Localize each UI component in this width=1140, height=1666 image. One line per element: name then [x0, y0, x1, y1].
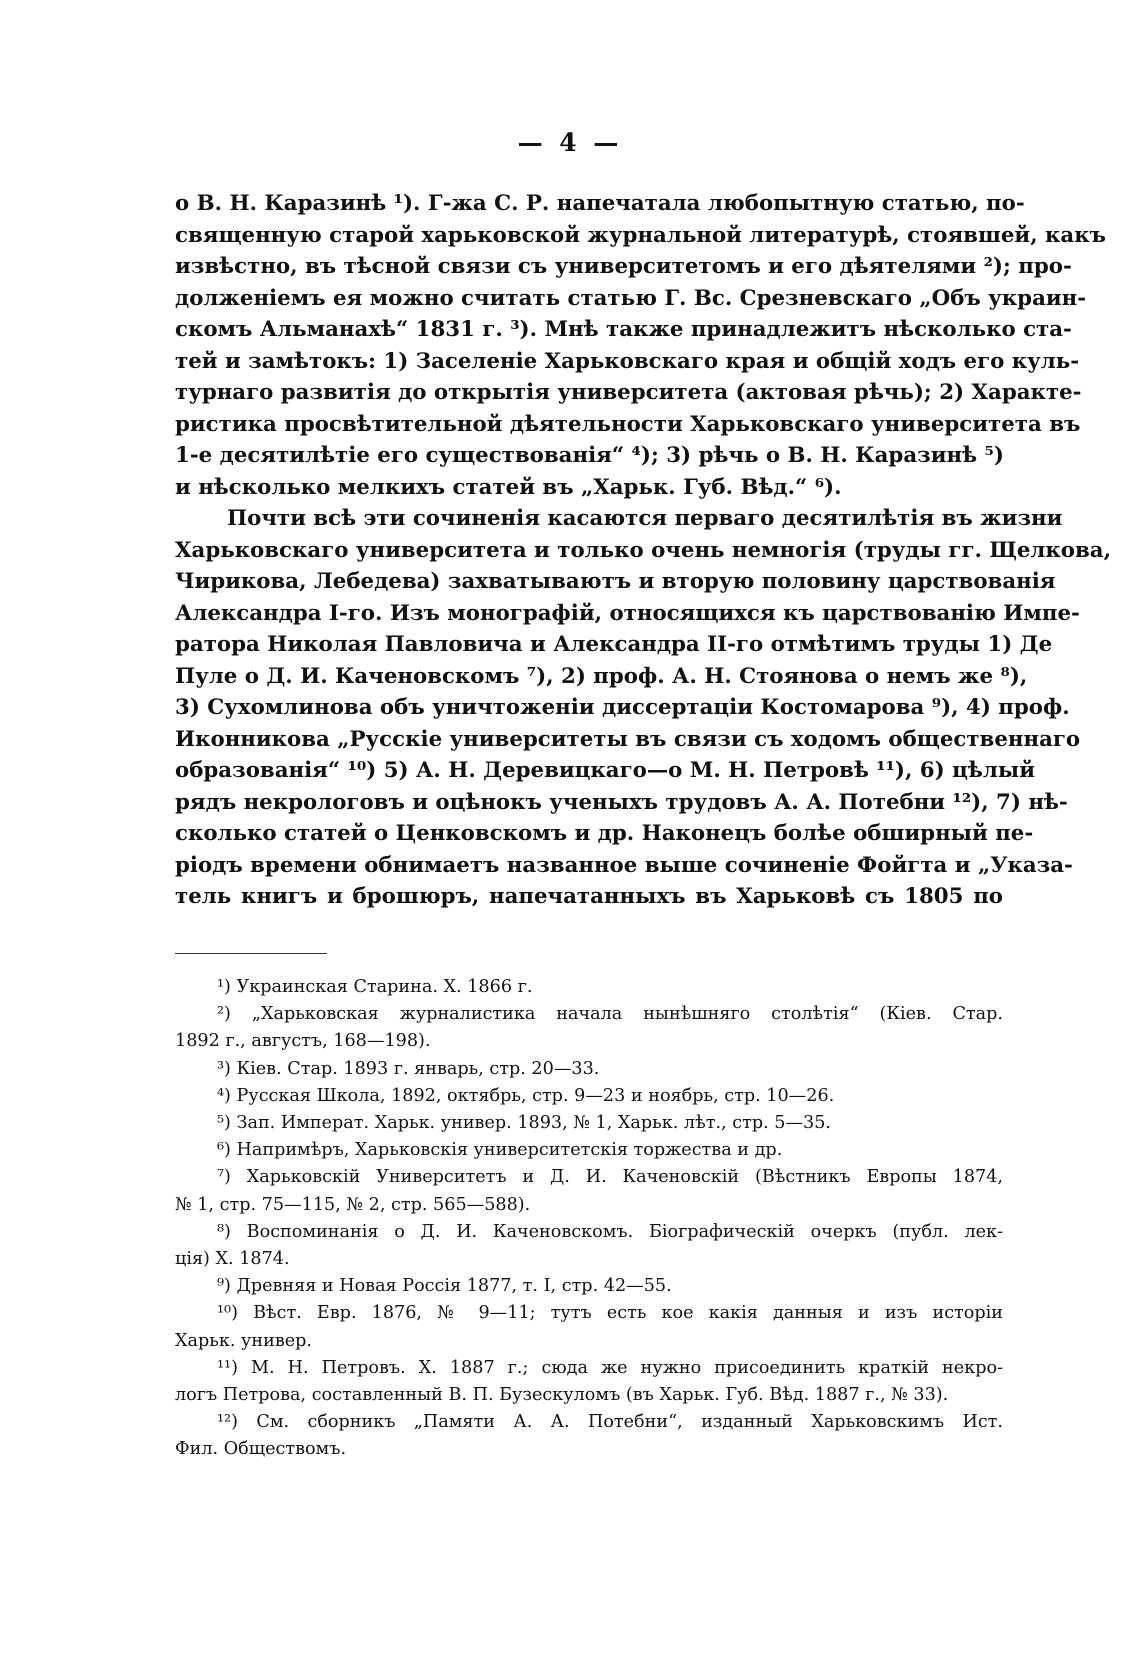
text-line: 3) Сухомлинова объ уничтоженіи диссертаціи Костомарова ⁹), 4) проф.	[175, 695, 1070, 720]
text-line: тей и замѣтокъ: 1) Заселеніе Харьковскаго края и общій ходъ его куль-	[175, 348, 1080, 374]
footnote-line: ⁷) Харьковскій Университетъ и Д. И. Каченовскій (Вѣстникъ Европы 1874,	[217, 1167, 1003, 1188]
text-line: 1-е десятилѣтіе его существованія“ ⁴); 3) рѣчь о В. Н. Каразинѣ ⁵)	[175, 443, 1004, 468]
text-line: долженіемъ ея можно считать статью Г. Вс. Срезневскаго „Объ украин-	[175, 285, 1087, 311]
footnote-line: ¹⁰) Вѣст. Евр. 1876, № 9—11; тутъ есть кое какія данныя и изъ исторіи	[217, 1303, 1003, 1324]
footnote-line: ⁸) Воспоминанія о Д. И. Каченовскомъ. Біографическій очеркъ (публ. лек-	[217, 1221, 1003, 1242]
footnote-10	[175, 1300, 1003, 1354]
text-line: ратора Николая Павловича и Александра II-го отмѣтимъ труды 1) Де	[175, 632, 1053, 657]
text-line: Иконникова „Русскіе университеты въ связи съ ходомъ общественнаго	[175, 726, 1081, 752]
footnote-line: ¹²) См. сборникъ „Памяти А. А. Потебни“, изданный Харьковскимъ Ист.	[217, 1412, 1003, 1433]
footnotes	[175, 974, 1003, 1464]
text-line: ристика просвѣтительной дѣятельности Харьковскаго университета въ	[175, 411, 1081, 437]
text-line: скомъ Альманахѣ“ 1831 г. ³). Мнѣ также принадлежитъ нѣсколько ста-	[175, 317, 1072, 342]
footnote-4	[175, 1083, 1003, 1110]
footnote-6	[175, 1137, 1003, 1164]
footnote-3	[175, 1056, 1003, 1083]
footnote-line: ¹¹) М. Н. Петровъ. Х. 1887 г.; сюда же нужно присоединить краткій некро-	[217, 1357, 1003, 1378]
text-line: рядъ некрологовъ и оцѣнокъ ученыхъ трудовъ А. А. Потебни ¹²), 7) нѣ-	[175, 789, 1068, 815]
footnote-line: Фил. Обществомъ.	[175, 1439, 347, 1460]
footnote-line: № 1, стр. 75—115, № 2, стр. 565—588).	[175, 1194, 531, 1215]
text-line: турнаго развитія до открытія университета (актовая рѣчь); 2) Характе-	[175, 380, 1082, 405]
text-line: Чирикова, Лебедева) захватываютъ и вторую половину царствованія	[175, 569, 1056, 594]
text-line: о В. Н. Каразинѣ ¹). Г-жа С. Р. напечатала любопытную статью, по-	[175, 191, 1025, 216]
footnote-1	[175, 974, 1003, 1001]
footnote-line: ¹) Украинская Старина. Х. 1866 г.	[217, 977, 533, 997]
main-text	[175, 188, 1112, 913]
page-number: — 4 —	[517, 128, 623, 157]
footnote-line: Харьк. универ.	[175, 1330, 313, 1351]
paragraph-1	[175, 188, 1106, 503]
paragraph-2	[175, 503, 1112, 913]
footnote-line: ⁵) Зап. Императ. Харьк. универ. 1893, № 1, Харьк. лѣт., стр. 5—35.	[217, 1113, 832, 1134]
footnote-line: ⁹) Древняя и Новая Россія 1877, т. I, стр. 42—55.	[217, 1276, 672, 1297]
text-line: сколько статей о Ценковскомъ и др. Наконецъ болѣе обширный пе-	[175, 821, 1034, 846]
footnote-line: ⁴) Русская Школа, 1892, октябрь, стр. 9—23 и ноябрь, стр. 10—26.	[217, 1085, 835, 1106]
text-line: Александра I-го. Изъ монографій, относящихся къ царствованію Импе-	[175, 600, 1080, 626]
footnote-5	[175, 1110, 1003, 1137]
text-line: и нѣсколько мелкихъ статей въ „Харьк. Губ. Вѣд.“ ⁶).	[175, 474, 842, 500]
footnote-line: логъ Петрова, составленный В. П. Бузескуломъ (въ Харьк. Губ. Вѣд. 1887 г., № 33).	[175, 1385, 949, 1406]
text-line: образованія“ ¹⁰) 5) А. Н. Деревицкаго—о М. Н. Петровѣ ¹¹), 6) цѣлый	[175, 758, 1035, 783]
footnote-line: ція) Х. 1874.	[175, 1249, 290, 1270]
footnote-line: ²) „Харьковская журналистика начала нынѣшняго столѣтія“ (Кіев. Стар.	[217, 1004, 1003, 1025]
text-line: извѣстно, въ тѣсной связи съ университетомъ и его дѣятелями ²); про-	[175, 254, 1072, 279]
footnote-9	[175, 1273, 1003, 1300]
text-line: ріодъ времени обнимаетъ названное выше сочиненіе Фойгта и „Указа-	[175, 852, 1073, 878]
footnote-12	[175, 1409, 1003, 1463]
text-line: тель книгъ и брошюръ, напечатанныхъ въ Харьковѣ съ 1805 по	[175, 884, 1003, 909]
footnote-11	[175, 1355, 1003, 1409]
footnote-line: 1892 г., августъ, 168—198).	[175, 1031, 431, 1052]
text-line: Почти всѣ эти сочиненія касаются перваго десятилѣтія въ жизни	[227, 506, 1063, 531]
text-line: Пуле о Д. И. Каченовскомъ ⁷), 2) проф. А. Н. Стоянова о немъ же ⁸),	[175, 663, 1028, 689]
footnote-8	[175, 1219, 1003, 1273]
footnote-line: ³) Кіев. Стар. 1893 г. январь, стр. 20—33.	[217, 1058, 600, 1079]
footnote-line: ⁶) Напримѣръ, Харьковскія университетскія торжества и др.	[217, 1140, 783, 1161]
footnote-7	[175, 1164, 1003, 1218]
text-line: священную старой харьковской журнальной литературѣ, стоявшей, какъ	[175, 222, 1106, 248]
footnote-2	[175, 1001, 1003, 1055]
footnote-divider	[175, 953, 327, 954]
text-line: Харьковскаго университета и только очень немногія (труды гг. Щелкова,	[175, 537, 1112, 563]
